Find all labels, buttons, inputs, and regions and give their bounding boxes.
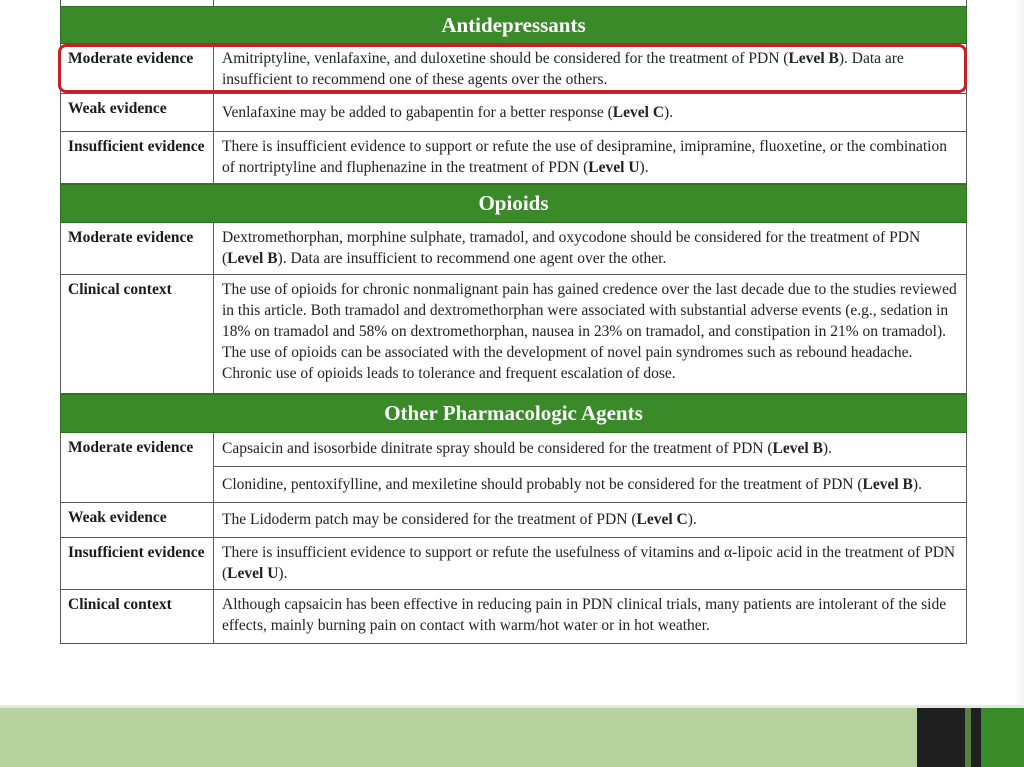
- section-header-opioids: Opioids: [60, 184, 967, 223]
- footer-band: [0, 708, 917, 767]
- table-row: [60, 132, 967, 184]
- table-top-stub: [60, 0, 967, 6]
- evidence-level-label: Clinical context: [61, 590, 214, 643]
- evidence-level-label: Moderate evidence: [61, 223, 214, 274]
- evidence-level-label: Weak evidence: [61, 503, 214, 537]
- evidence-text: Clonidine, pentoxifylline, and mexiletine should probably not be considered for the treatment of PDN (Level B).: [222, 476, 922, 493]
- table-row: [60, 590, 967, 644]
- evidence-text: Dextromethorphan, morphine sulphate, tramadol, and oxycodone should be considered for the treatment of PDN (Level B). Data are insufficient to recommend one agent over the other.: [222, 229, 921, 267]
- evidence-level-label: Insufficient evidence: [61, 132, 214, 183]
- footer-accent-dark: [917, 708, 965, 767]
- evidence-text: The Lidoderm patch may be considered for the treatment of PDN (Level C).: [222, 511, 697, 528]
- evidence-text: Although capsaicin has been effective in reducing pain in PDN clinical trials, many patients are intolerant of the side effects, mainly burning pain on contact with warm/hot water or in hot weather.: [222, 596, 947, 634]
- table-row: [60, 94, 967, 132]
- evidence-level-label: Weak evidence: [61, 94, 214, 131]
- evidence-text: Amitriptyline, venlafaxine, and duloxetine should be considered for the treatment of PDN (Level B). Data are insufficient to recommend one of these agents over the others.: [222, 50, 904, 88]
- evidence-text: Venlafaxine may be added to gabapentin for a better response (Level C).: [222, 104, 674, 121]
- table-row: [60, 275, 967, 394]
- footer-accent-green: [981, 708, 1024, 767]
- evidence-table: [60, 0, 967, 644]
- evidence-level-label: Insufficient evidence: [61, 538, 214, 589]
- evidence-level-label: Moderate evidence: [61, 433, 214, 502]
- highlight-annotation: [58, 44, 967, 93]
- evidence-text: There is insufficient evidence to support or refute the usefulness of vitamins and α-lipoic acid in the treatment of PDN (Level U).: [222, 544, 956, 582]
- evidence-text: The use of opioids for chronic nonmalignant pain has gained credence over the last decade due to the studies reviewed in this article. Both tramadol and dextromethorphan were associated with substantial adverse events (e.g., sedation in 18% on tramadol and 58% on dextromethorphan, nausea in 23% on tramadol, and constipation in 21% on tramadol). The use of opioids can be associated with the development of novel pain syndromes such as rebound headache. Chronic use of opioids leads to tolerance and frequent escalation of dose.: [222, 281, 957, 382]
- table-row: [60, 223, 967, 275]
- page-edge-shadow: [1014, 0, 1024, 705]
- table-row: [60, 433, 967, 503]
- table-row: [60, 538, 967, 590]
- evidence-level-label: Moderate evidence: [61, 44, 214, 93]
- evidence-text: There is insufficient evidence to support or refute the use of desipramine, imipramine, fluoxetine, or the combination of nortriptyline and fluphenazine in the treatment of PDN (Level U).: [222, 138, 947, 176]
- table-row: [60, 503, 967, 538]
- evidence-level-label: Clinical context: [61, 275, 214, 393]
- footer-accent-dark-narrow: [971, 708, 981, 767]
- evidence-text: Capsaicin and isosorbide dinitrate spray should be considered for the treatment of PDN (Level B).: [214, 433, 966, 467]
- section-header-antidepressants: Antidepressants: [60, 6, 967, 44]
- section-header-other-agents: Other Pharmacologic Agents: [60, 394, 967, 433]
- stacked-cells: [214, 433, 966, 502]
